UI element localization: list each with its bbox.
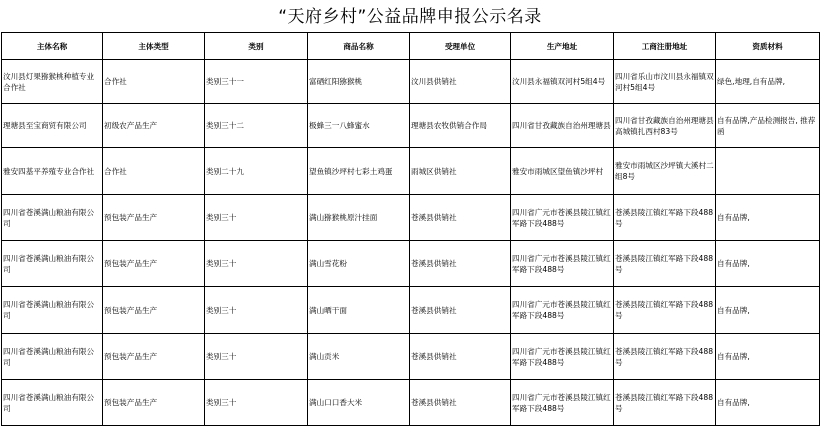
table-row	[2, 104, 820, 148]
cell-qualifications: 自有品牌,	[716, 241, 820, 287]
cell-category: 类别三十	[205, 195, 308, 241]
cell-entity-name: 四川省苍溪满山粮油有限公司	[2, 334, 103, 380]
cell-category: 类别二十九	[205, 148, 308, 195]
cell-category: 类别三十	[205, 241, 308, 287]
cell-entity-name: 理塘县至宝商贸有限公司	[2, 104, 103, 148]
header-qualifications: 资质材料	[716, 33, 820, 60]
cell-category: 类别三十	[205, 287, 308, 334]
cell-category: 类别三十二	[205, 104, 308, 148]
cell-accepting-unit: 雨城区供销社	[410, 148, 511, 195]
cell-product-name: 满山口口香大米	[308, 380, 410, 426]
cell-registered-address: 四川省乐山市汶川县永福镇双河村5组4号	[614, 60, 716, 104]
cell-accepting-unit: 苍溪县供销社	[410, 380, 511, 426]
cell-accepting-unit: 理塘县农牧供销合作局	[410, 104, 511, 148]
cell-accepting-unit: 汶川县供销社	[410, 60, 511, 104]
cell-product-name: 满山贡米	[308, 334, 410, 380]
table-row	[2, 334, 820, 380]
cell-entity-name: 四川省苍溪满山粮油有限公司	[2, 241, 103, 287]
header-accepting-unit: 受理单位	[410, 33, 511, 60]
cell-category: 类别三十	[205, 380, 308, 426]
cell-production-address: 四川省广元市苍溪县陵江镇红军路下段488号	[511, 195, 614, 241]
header-product-name: 商品名称	[308, 33, 410, 60]
cell-entity-type: 预包装产品生产	[103, 380, 205, 426]
cell-entity-name: 四川省苍溪满山粮油有限公司	[2, 380, 103, 426]
cell-production-address: 四川省广元市苍溪县陵江镇红军路下段488号	[511, 241, 614, 287]
cell-accepting-unit: 苍溪县供销社	[410, 241, 511, 287]
table-row	[2, 195, 820, 241]
cell-registered-address: 苍溪县陵江镇红军路下段488号	[614, 380, 716, 426]
cell-product-name: 富硒红阳猕猴桃	[308, 60, 410, 104]
cell-product-name: 满山雪花粉	[308, 241, 410, 287]
table-row	[2, 380, 820, 426]
cell-qualifications: 自有品牌,	[716, 287, 820, 334]
cell-product-name: 望鱼镇沙坪村七彩土鸡蛋	[308, 148, 410, 195]
cell-category: 类别三十一	[205, 60, 308, 104]
registry-table	[1, 32, 820, 426]
header-registered-address: 工商注册地址	[614, 33, 716, 60]
cell-accepting-unit: 苍溪县供销社	[410, 334, 511, 380]
table-row	[2, 287, 820, 334]
cell-production-address: 四川省广元市苍溪县陵江镇红军路下段488号	[511, 380, 614, 426]
cell-registered-address: 苍溪县陵江镇红军路下段488号	[614, 334, 716, 380]
cell-entity-name: 四川省苍溪满山粮油有限公司	[2, 287, 103, 334]
header-entity-name: 主体名称	[2, 33, 103, 60]
header-row	[2, 33, 820, 60]
cell-product-name: 满山晒干面	[308, 287, 410, 334]
cell-entity-type: 预包装产品生产	[103, 287, 205, 334]
header-production-address: 生产地址	[511, 33, 614, 60]
cell-registered-address: 苍溪县陵江镇红军路下段488号	[614, 287, 716, 334]
header-entity-type: 主体类型	[103, 33, 205, 60]
cell-registered-address: 雅安市雨城区沙坪镇大溪村二组8号	[614, 148, 716, 195]
cell-qualifications: 自有品牌,产品检测报告, 推荐函	[716, 104, 820, 148]
cell-category: 类别三十	[205, 334, 308, 380]
cell-accepting-unit: 苍溪县供销社	[410, 287, 511, 334]
table-row	[2, 241, 820, 287]
cell-registered-address: 四川省甘孜藏族自治州理塘县高城镇扎西村83号	[614, 104, 716, 148]
cell-qualifications: 绿色,地理,自有品牌,	[716, 60, 820, 104]
cell-qualifications: 自有品牌,	[716, 334, 820, 380]
cell-production-address: 四川省甘孜藏族自治州理塘县	[511, 104, 614, 148]
cell-entity-type: 预包装产品生产	[103, 241, 205, 287]
cell-accepting-unit: 苍溪县供销社	[410, 195, 511, 241]
table-row	[2, 60, 820, 104]
cell-entity-type: 初级农产品生产	[103, 104, 205, 148]
cell-production-address: 雅安市雨城区望鱼镇沙坪村	[511, 148, 614, 195]
cell-qualifications: 自有品牌,	[716, 380, 820, 426]
header-category: 类别	[205, 33, 308, 60]
page-title: “天府乡村”公益品牌申报公示名录	[278, 7, 542, 27]
cell-product-name: 满山猕猴桃原汁挂面	[308, 195, 410, 241]
cell-registered-address: 苍溪县陵江镇红军路下段488号	[614, 241, 716, 287]
cell-qualifications: 自有品牌,	[716, 195, 820, 241]
cell-entity-type: 合作社	[103, 60, 205, 104]
cell-production-address: 四川省广元市苍溪县陵江镇红军路下段488号	[511, 334, 614, 380]
cell-entity-type: 合作社	[103, 148, 205, 195]
cell-qualifications	[716, 148, 820, 195]
cell-entity-type: 预包装产品生产	[103, 195, 205, 241]
cell-production-address: 四川省广元市苍溪县陵江镇红军路下段488号	[511, 287, 614, 334]
cell-entity-name: 四川省苍溪满山粮油有限公司	[2, 195, 103, 241]
table-row	[2, 148, 820, 195]
cell-registered-address: 苍溪县陵江镇红军路下段488号	[614, 195, 716, 241]
cell-entity-name: 汶川县灯果猕猴桃种植专业合作社	[2, 60, 103, 104]
cell-product-name: 极蜂三一八蜂蜜水	[308, 104, 410, 148]
cell-entity-name: 雅安四基平养殖专业合作社	[2, 148, 103, 195]
cell-entity-type: 预包装产品生产	[103, 334, 205, 380]
cell-production-address: 汶川县永福镇双河村5组4号	[511, 60, 614, 104]
